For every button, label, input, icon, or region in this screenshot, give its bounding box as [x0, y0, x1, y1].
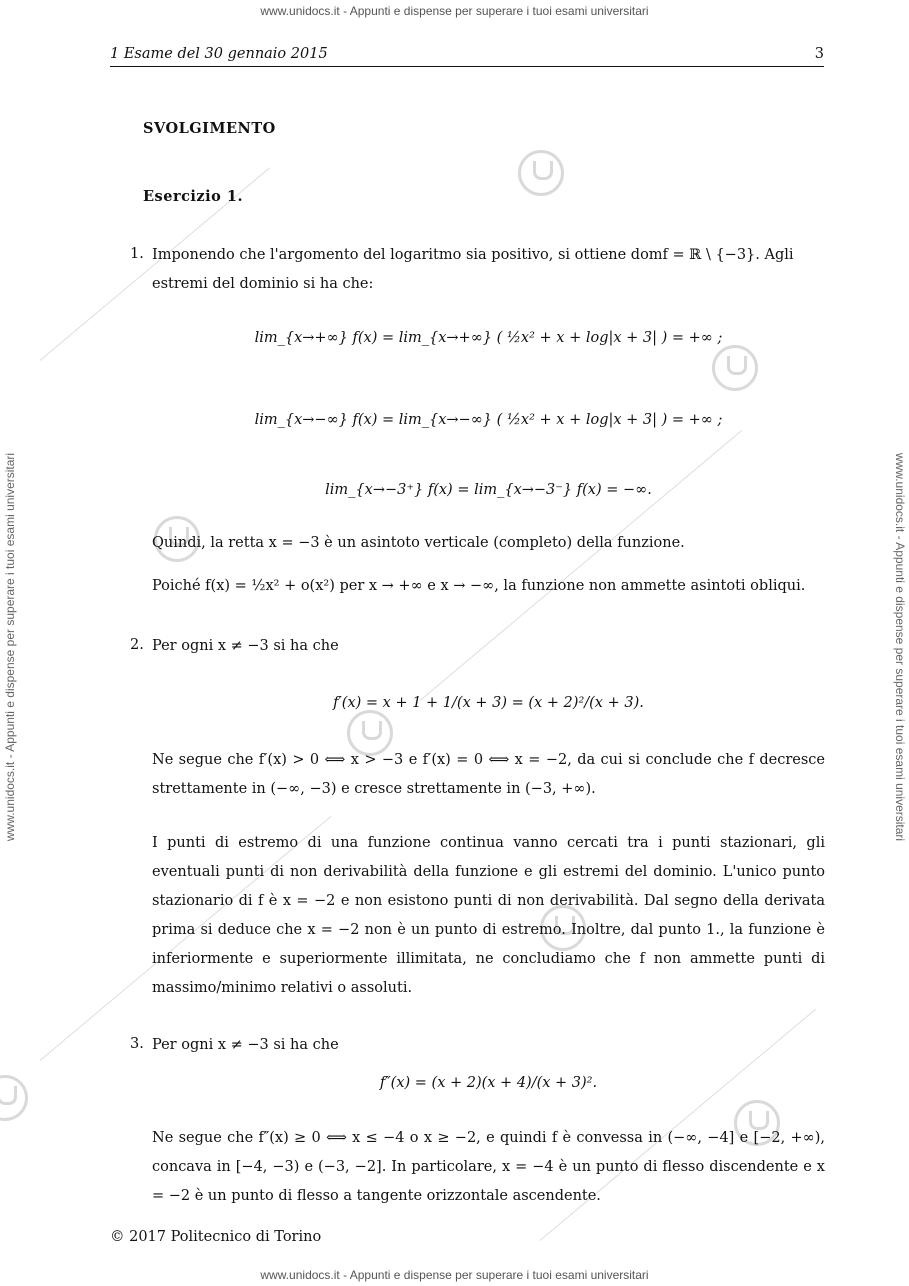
paragraph: Per ogni x ≠ −3 si ha che [152, 638, 339, 654]
watermark-logo-icon [518, 150, 564, 196]
text-line: Imponendo che l'argomento del logaritmo sia positivo, si ottiene domf = ℝ \ {−3}. Agli [152, 247, 794, 263]
exercise-title: Esercizio 1. [143, 188, 244, 205]
equation: lim_{x→−3⁺} f(x) = lim_{x→−3⁻} f(x) = −∞. [325, 482, 652, 498]
equation: lim_{x→+∞} f(x) = lim_{x→+∞} ( ½x² + x + log|x + 3| ) = +∞ ; [254, 330, 723, 346]
paragraph: Per ogni x ≠ −3 si ha che [152, 1037, 339, 1053]
watermark-right: www.unidocs.it - Appunti e dispense per superare i tuoi esami universitari [893, 452, 907, 842]
section-title: SVOLGIMENTO [143, 120, 276, 137]
paragraph: Ne segue che f″(x) ≥ 0 ⟺ x ≤ −4 o x ≥ −2, e quindi f è convessa in (−∞, −4] e [−2, +∞), concava in [−4, −3) e (−3, −2]. In particolare, x = −4 è un punto di flesso discendente e x = −2 è un punto di flesso a tangente orizzontale ascendente. [152, 1130, 825, 1204]
page-header [110, 46, 824, 67]
header-title: 1 Esame del 30 gennaio 2015 [110, 46, 328, 62]
item-number: 3. [130, 1036, 144, 1052]
equation: f′(x) = x + 1 + 1/(x + 3) = (x + 2)²/(x + 3). [333, 695, 644, 711]
equation: f″(x) = (x + 2)(x + 4)/(x + 3)². [379, 1075, 598, 1091]
paragraph [152, 241, 825, 299]
paragraph: Ne segue che f′(x) > 0 ⟺ x > −3 e f′(x) = 0 ⟺ x = −2, da cui si conclude che f decresce strettamente in (−∞, −3) e cresce strettamente in (−3, +∞). [152, 752, 825, 797]
watermark-logo-icon [0, 1075, 28, 1121]
watermark-left: www.unidocs.it - Appunti e dispense per superare i tuoi esami universitari [3, 452, 17, 842]
paragraph: I punti di estremo di una funzione continua vanno cercati tra i punti stazionari, gli eventuali punti di non derivabilità della funzione e gli estremi del dominio. L'unico punto stazionario di f è x = −2 e non esistono punti di non derivabilità. Dal segno della derivata prima si deduce che x = −2 non è un punto di estremo. Inoltre, dal punto 1., la funzione è inferiormente e superiormente illimitata, ne concludiamo che f non ammette punti di massimo/minimo relativi o assoluti. [152, 835, 825, 996]
item-number: 2. [130, 637, 144, 653]
footer: © 2017 Politecnico di Torino [110, 1229, 322, 1245]
equation: lim_{x→−∞} f(x) = lim_{x→−∞} ( ½x² + x + log|x + 3| ) = +∞ ; [254, 412, 723, 428]
paragraph: Quindi, la retta x = −3 è un asintoto verticale (completo) della funzione. [152, 535, 685, 551]
watermark-logo-icon [712, 345, 758, 391]
watermark-bottom: www.unidocs.it - Appunti e dispense per superare i tuoi esami universitari [260, 1268, 649, 1282]
watermark-top: www.unidocs.it - Appunti e dispense per superare i tuoi esami universitari [260, 4, 649, 18]
paragraph: Poiché f(x) = ½x² + o(x²) per x → +∞ e x → −∞, la funzione non ammette asintoti obliqui. [152, 578, 806, 594]
page-number: 3 [814, 46, 824, 62]
text-line: estremi del dominio si ha che: [152, 276, 374, 292]
item-number: 1. [130, 246, 144, 262]
